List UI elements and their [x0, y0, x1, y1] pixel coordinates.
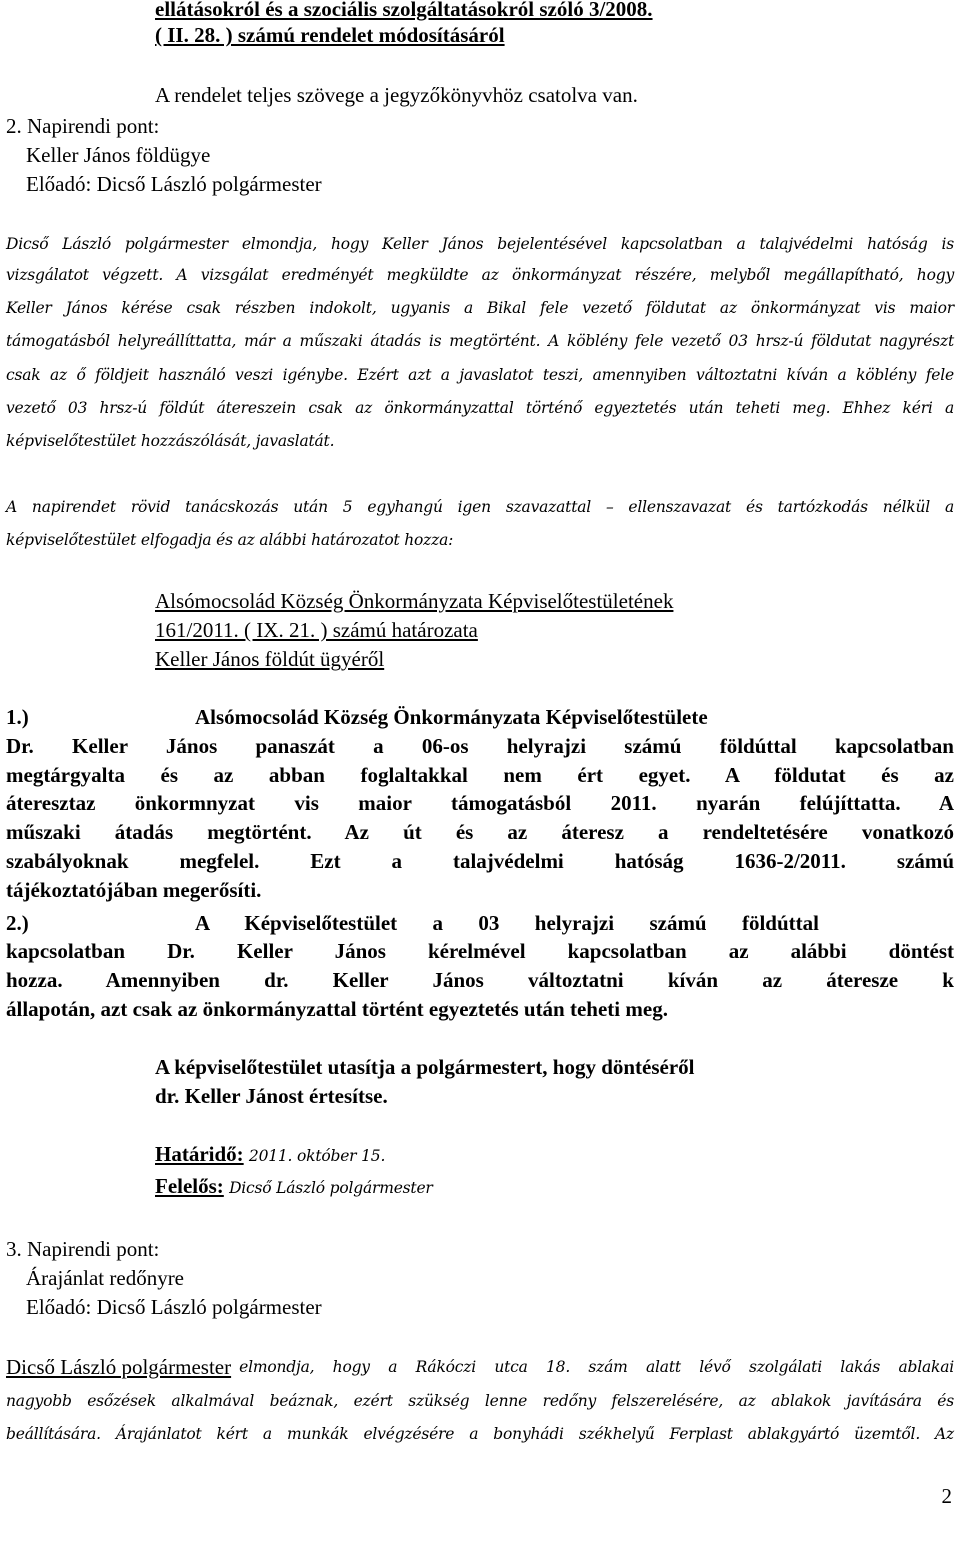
point2-number: 2.) — [6, 911, 29, 935]
agenda-presenter: Előadó: Dicső László polgármester — [26, 172, 322, 196]
point2-last-line: állapotán, azt csak az önkormányzattal történt egyeztetés után teheti meg. — [6, 997, 668, 1021]
vote-line-last: képviselőtestület elfogadja és az alábbi határozatot hozza: — [6, 531, 454, 549]
vote-line: A napirendet rövid tanácskozás után 5 egyhangú igen szavazattal – ellenszavazat és tartózkodás nélkül a — [6, 498, 954, 516]
agenda-topic: Keller János földügye — [26, 143, 211, 167]
speaker-name: Dicső László polgármester — [6, 1355, 232, 1379]
agenda-heading: 2. Napirendi pont: — [6, 114, 160, 138]
paragraph-line: elmondja, hogy a Rákóczi utca 18. szám alatt lévő szolgálati lakás ablakai — [239, 1358, 954, 1376]
deadline-value: 2011. október 15. — [248, 1147, 386, 1165]
paragraph-line: vezető 03 hrsz-ú földút átereszein csak az önkormányzattal történő egyeztetés után teheti meg. Ehhez kéri a — [6, 399, 954, 417]
resolution-title-line2: 161/2011. ( IX. 21. ) számú határozata — [155, 618, 478, 642]
paragraph-line: támogatásból helyreállíttatta, már a műszaki átadás is megtörtént. A köblény fele vezető 03 hrsz-ú földutat nagyrészt — [6, 332, 954, 350]
paragraph-line: Dicső László polgármester elmondja, hogy Keller János bejelentésével kapcsolatban a talajvédelmi hatóság is — [6, 235, 954, 253]
paragraph-line: nagyobb esőzések alkalmával beáznak, ezért szükség lenne redőny felszerelésére, az ablakok javítására és — [6, 1392, 954, 1410]
paragraph-line: csak az ő földjeit használó veszi igénybe. Ezért azt a javaslatot teszi, amennyiben változtatni kíván a köblény fele — [6, 366, 954, 384]
instruction-line2: dr. Keller Jánost értesítse. — [155, 1084, 388, 1108]
point1-line: szabályoknak megfelel. Ezt a talajvédelmi hatóság 1636-2/2011. számú — [6, 849, 954, 873]
ordinance-title-line2: ( II. 28. ) számú rendelet módosításáról — [155, 23, 505, 47]
point1-first-line: Alsómocsolád Község Önkormányzata Képviselőtestülete — [195, 705, 708, 729]
point2-line: hozza. Amennyiben dr. Keller János változtatni kíván az áteresze k — [6, 968, 954, 992]
point1-line: műszaki átadás megtörtént. Az út és az áteresz a rendeltetésére vonatkozó — [6, 820, 954, 844]
paragraph-line: vizsgálatot végzett. A vizsgálat eredményét megküldte az önkormányzat részére, melyből megállapítható, hogy — [6, 266, 954, 284]
resolution-title-line3: Keller János földút ügyéről — [155, 647, 385, 671]
agenda-presenter: Előadó: Dicső László polgármester — [26, 1295, 322, 1319]
agenda-topic: Árajánlat redőnyre — [26, 1266, 185, 1290]
paragraph-line: Keller János kérése csak részben indokolt, ugyanis a Bikal fele vezető földutat az önkormányzat vis maior — [6, 299, 954, 317]
instruction-line1: A képviselőtestület utasítja a polgármestert, hogy döntéséről — [155, 1055, 695, 1079]
page-number: 2 — [941, 1484, 952, 1508]
paragraph-line: beállítására. Árajánlatot kért a munkák elvégzésére a bonyhádi székhelyű Ferplast ablakgyártó üzemtől. Az — [6, 1425, 954, 1443]
responsible-value: Dicső László polgármester — [229, 1179, 433, 1197]
point1-number: 1.) — [6, 705, 29, 729]
point2-first-line: A Képviselőtestület a 03 helyrajzi számú földúttal — [195, 911, 819, 935]
resolution-title-line1: Alsómocsolád Község Önkormányzata Képviselőtestületének — [155, 589, 674, 613]
ordinance-note: A rendelet teljes szövege a jegyzőkönyvhöz csatolva van. — [155, 83, 638, 107]
ordinance-title-line1: ellátásokról és a szociális szolgáltatásokról szóló 3/2008. — [155, 0, 653, 21]
point1-line: megtárgyalta és az abban foglaltakkal nem ért egyet. A földutat és az — [6, 763, 954, 787]
paragraph-line-last: képviselőtestület hozzászólását, javaslatát. — [6, 432, 335, 450]
point1-line: Dr. Keller János panaszát a 06-os helyrajzi számú földúttal kapcsolatban — [6, 734, 954, 758]
agenda-heading: 3. Napirendi pont: — [6, 1237, 160, 1261]
point1-line: áteresztaz önkormnyzat vis maior támogatásból 2011. nyarán felújíttatta. A — [6, 791, 954, 815]
deadline-label: Határidő: — [155, 1142, 244, 1166]
point1-last-line: tájékoztatójában megerősíti. — [6, 878, 262, 902]
point2-line: kapcsolatban Dr. Keller János kérelmével kapcsolatban az alábbi döntést — [6, 939, 954, 963]
responsible-label: Felelős: — [155, 1174, 224, 1198]
